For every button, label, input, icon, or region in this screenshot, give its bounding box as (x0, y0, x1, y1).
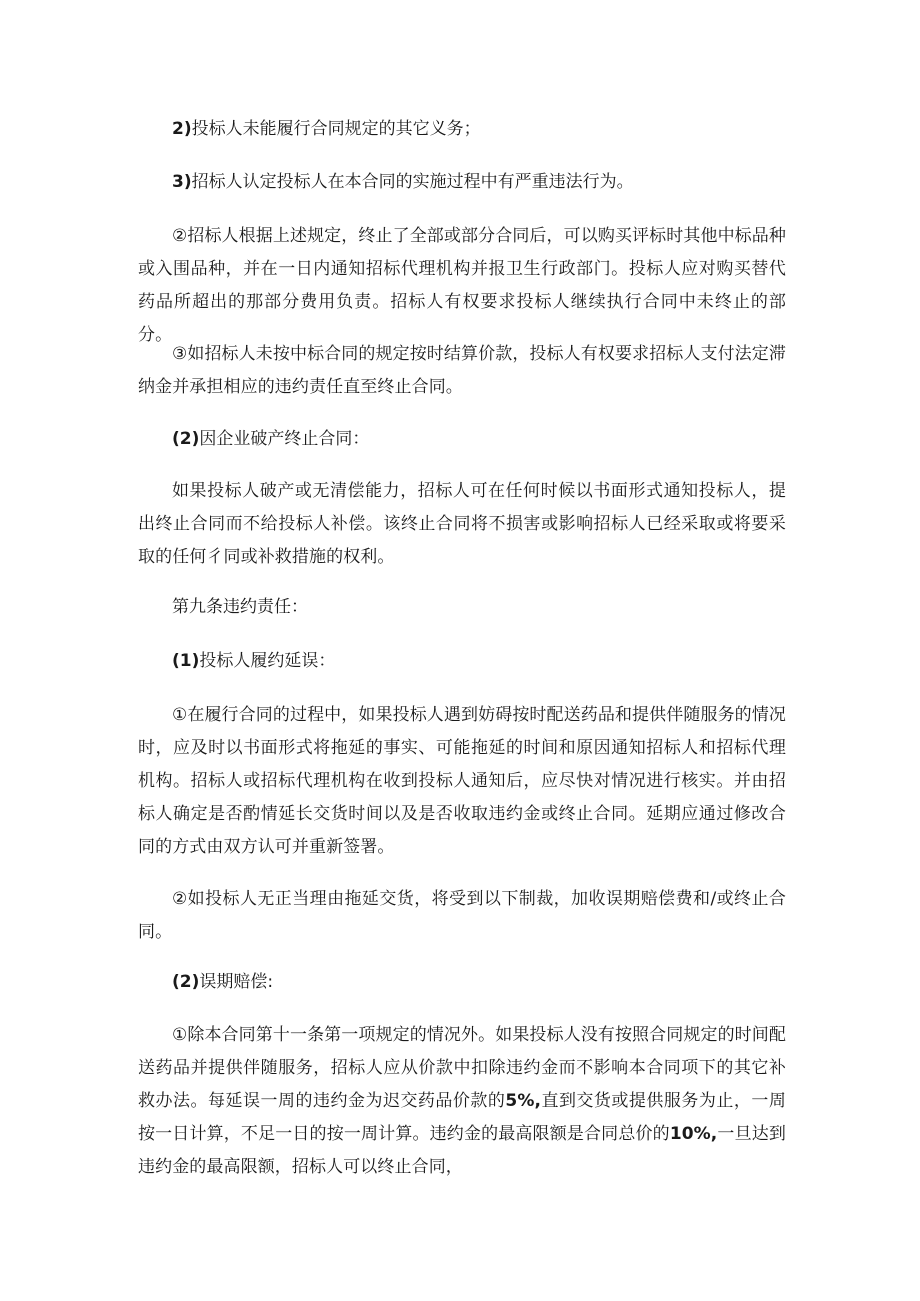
clause-item-2 (172, 113, 481, 146)
paragraph-delay-sanction: ②如投标人无正当理由拖延交货，将受到以下制裁，加收误期赔偿费和/或终止合同。 (138, 889, 786, 942)
item-text: 因企业破产终止合同： (199, 429, 370, 449)
section-heading-bankruptcy (172, 423, 369, 456)
section-heading-delay (172, 645, 335, 678)
item-text: 招标人认定投标人在本合同的实施过程中有严重违法行为。 (191, 172, 634, 192)
item-number: (1) (172, 651, 200, 671)
item-text: 投标人未能履行合同规定的其它义务； (191, 119, 481, 139)
item-number: (2) (172, 429, 200, 449)
paragraph-termination-replacement: ②招标人根据上述规定，终止了全部或部分合同后，可以购买评标时其他中标品种或入围品种，并在一日内通知招标代理机构并报卫生行政部门。投标人应对购买替代药品所超出的那部分费用负责。招标人有权要求投标人继续执行合同中未终止的部分。 (138, 226, 786, 345)
paragraph-bankruptcy: 如果投标人破产或无清偿能力，招标人可在任何时候以书面形式通知投标人，提出终止合同而不给投标人补偿。该终止合同将不损害或影响招标人已经采取或将要采取的任何彳同或补救措施的权利。 (138, 481, 786, 567)
item-number: (2) (172, 972, 200, 992)
paragraph-delay-notice: ①在履行合同的过程中，如果投标人遇到妨碍按时配送药品和提供伴随服务的情况时，应及时以书面形式将拖延的事实、可能拖延的时间和原因通知招标人和招标代理机构。招标人或招标代理机构在收到投标人通知后，应尽快对情况进行核实。并由招标人确定是否酌情延长交货时间以及是否收取违约金或终止合同。延期应通过修改合同的方式由双方认可并重新签署。 (138, 705, 786, 857)
item-number: 3) (172, 172, 192, 192)
paragraph-late-payment: ③如招标人未按中标合同的规定按时结算价款，投标人有权要求招标人支付法定滞纳金并承担相应的违约责任直至终止合同。 (138, 344, 786, 397)
text-part: 一旦达到违约金的最高限额，招标人可以终止合同， (138, 1124, 786, 1177)
section-heading-liquidated-damages (172, 966, 273, 999)
percent-value: 10%, (669, 1124, 718, 1144)
item-text: 投标人履约延误： (199, 651, 336, 671)
article-heading-liability: 第九条违约责任： (172, 597, 308, 617)
percent-value: 5%, (505, 1091, 542, 1111)
paragraph-liquidated-damages (138, 1019, 786, 1184)
text-part: ①除本合同第十一条第一项规定的情况外。如果投标人没有按照合同规定的时间配送药品并提供伴随服务，招标人应从价款中扣除违约金而不影响本合同项下的其它补救办法。每延误一周的违约金为迟交药品价款的 (138, 1025, 786, 1111)
clause-item-3 (172, 166, 634, 199)
item-number: 2) (172, 119, 192, 139)
item-text: 误期赔偿: (199, 972, 274, 992)
text-part: 直到交货或提供服务为止，一周按一日计算，不足一日的按一周计算。违约金的最高限额是合同总价的 (138, 1091, 786, 1144)
